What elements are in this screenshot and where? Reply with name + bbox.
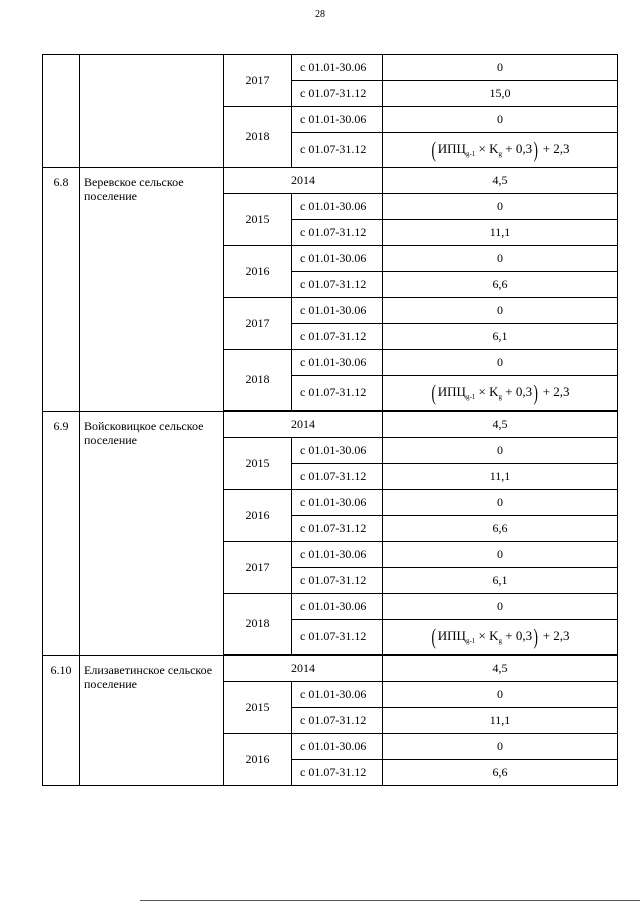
value-cell: 0 bbox=[383, 734, 618, 760]
period-cell: с 01.01-30.06 bbox=[292, 542, 383, 568]
period-cell: с 01.07-31.12 bbox=[292, 272, 383, 298]
settlement-name: Войсковицкое сельское поселение bbox=[80, 412, 224, 656]
value-cell: 0 bbox=[383, 194, 618, 220]
name-cell-empty bbox=[80, 55, 224, 168]
year-cell: 2014 bbox=[224, 656, 383, 682]
tariff-table bbox=[42, 54, 618, 786]
period-cell: с 01.01-30.06 bbox=[292, 490, 383, 516]
year-cell: 2015 bbox=[224, 682, 292, 734]
settlement-name: Веревское сельское поселение bbox=[80, 168, 224, 412]
value-cell: 11,1 bbox=[383, 464, 618, 490]
value-cell: 0 bbox=[383, 490, 618, 516]
formula-cell bbox=[383, 133, 618, 168]
value-cell: 6,6 bbox=[383, 272, 618, 298]
year-cell: 2016 bbox=[224, 490, 292, 542]
page-bottom-rule bbox=[140, 900, 640, 901]
value-cell: 0 bbox=[383, 682, 618, 708]
value-cell: 4,5 bbox=[383, 168, 618, 194]
value-cell: 6,6 bbox=[383, 760, 618, 786]
year-cell: 2017 bbox=[224, 55, 292, 107]
value-cell: 0 bbox=[383, 246, 618, 272]
item-number: 6.10 bbox=[43, 656, 80, 786]
table-row bbox=[43, 656, 618, 682]
period-cell: с 01.07-31.12 bbox=[292, 568, 383, 594]
settlement-name: Елизаветинское сельское поселение bbox=[80, 656, 224, 786]
value-cell: 0 bbox=[383, 55, 618, 81]
period-cell: с 01.07-31.12 bbox=[292, 376, 383, 411]
page-number: 28 bbox=[315, 9, 325, 20]
value-cell: 11,1 bbox=[383, 708, 618, 734]
value-cell: 0 bbox=[383, 107, 618, 133]
value-cell: 0 bbox=[383, 350, 618, 376]
value-cell: 0 bbox=[383, 298, 618, 324]
period-cell: с 01.07-31.12 bbox=[292, 620, 383, 655]
period-cell: с 01.01-30.06 bbox=[292, 734, 383, 760]
period-cell: с 01.01-30.06 bbox=[292, 594, 383, 620]
indexation-formula: ( ИПЦ g-1 × K g + 0,3 ) + 2,3 bbox=[431, 623, 570, 649]
period-cell: с 01.07-31.12 bbox=[292, 133, 383, 168]
value-cell: 6,1 bbox=[383, 324, 618, 350]
year-cell: 2015 bbox=[224, 194, 292, 246]
year-cell: 2014 bbox=[224, 168, 383, 194]
period-cell: с 01.01-30.06 bbox=[292, 682, 383, 708]
period-cell: с 01.07-31.12 bbox=[292, 760, 383, 786]
item-number: 6.8 bbox=[43, 168, 80, 412]
item-number: 6.9 bbox=[43, 412, 80, 656]
period-cell: с 01.01-30.06 bbox=[292, 55, 383, 81]
value-cell: 15,0 bbox=[383, 81, 618, 107]
period-cell: с 01.07-31.12 bbox=[292, 324, 383, 350]
year-cell: 2018 bbox=[224, 107, 292, 168]
number-cell-empty bbox=[43, 55, 80, 168]
table-row bbox=[43, 412, 618, 438]
year-cell: 2017 bbox=[224, 542, 292, 594]
period-cell: с 01.07-31.12 bbox=[292, 708, 383, 734]
formula-cell bbox=[383, 620, 618, 655]
value-cell: 11,1 bbox=[383, 220, 618, 246]
period-cell: с 01.01-30.06 bbox=[292, 438, 383, 464]
year-cell: 2016 bbox=[224, 246, 292, 298]
year-cell: 2015 bbox=[224, 438, 292, 490]
period-cell: с 01.01-30.06 bbox=[292, 107, 383, 133]
indexation-formula: ( ИПЦ g-1 × K g + 0,3 ) + 2,3 bbox=[431, 379, 570, 405]
value-cell: 0 bbox=[383, 594, 618, 620]
table-row bbox=[43, 55, 618, 81]
period-cell: с 01.01-30.06 bbox=[292, 350, 383, 376]
indexation-formula: ( ИПЦ g-1 × K g + 0,3 ) + 2,3 bbox=[431, 136, 570, 162]
value-cell: 0 bbox=[383, 542, 618, 568]
value-cell: 0 bbox=[383, 438, 618, 464]
year-cell: 2014 bbox=[224, 412, 383, 438]
period-cell: с 01.07-31.12 bbox=[292, 516, 383, 542]
year-cell: 2016 bbox=[224, 734, 292, 786]
year-cell: 2018 bbox=[224, 594, 292, 655]
period-cell: с 01.01-30.06 bbox=[292, 194, 383, 220]
value-cell: 4,5 bbox=[383, 656, 618, 682]
period-cell: с 01.07-31.12 bbox=[292, 464, 383, 490]
year-cell: 2018 bbox=[224, 350, 292, 411]
year-cell: 2017 bbox=[224, 298, 292, 350]
value-cell: 6,6 bbox=[383, 516, 618, 542]
value-cell: 4,5 bbox=[383, 412, 618, 438]
period-cell: с 01.07-31.12 bbox=[292, 220, 383, 246]
period-cell: с 01.07-31.12 bbox=[292, 81, 383, 107]
period-cell: с 01.01-30.06 bbox=[292, 298, 383, 324]
formula-cell bbox=[383, 376, 618, 411]
value-cell: 6,1 bbox=[383, 568, 618, 594]
table-row bbox=[43, 168, 618, 194]
period-cell: с 01.01-30.06 bbox=[292, 246, 383, 272]
